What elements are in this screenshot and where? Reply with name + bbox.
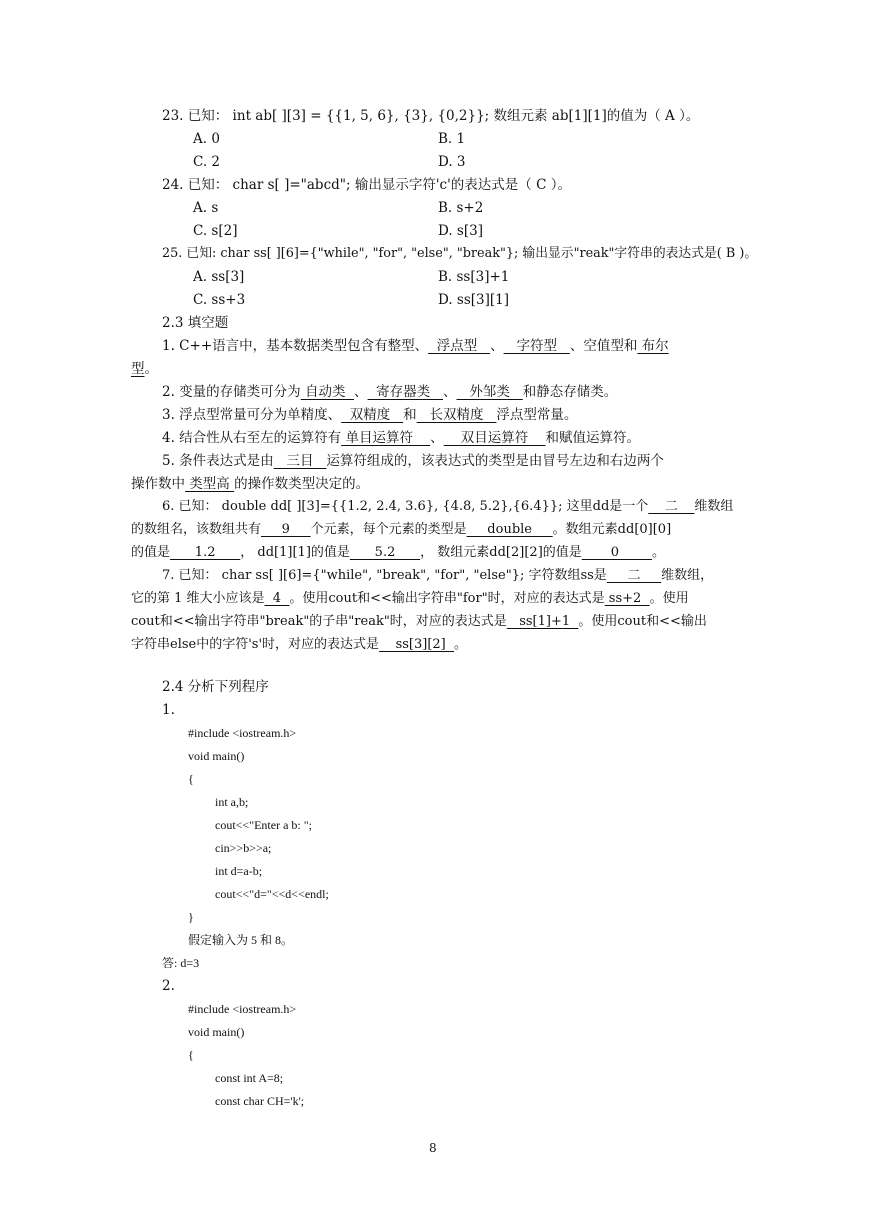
fill-6-text: 的数组名，该数组共有: [131, 522, 262, 537]
fill-7-line-3: [131, 614, 707, 630]
program-1-assumption: 假定输入为 5 和 8。: [188, 933, 294, 947]
fill-1-text: 。: [144, 361, 158, 377]
fill-6-text: 。: [652, 545, 666, 560]
fill-6-blank-4: 1.2: [170, 545, 241, 560]
fill-6-text: 个元素，每个元素的类型是: [310, 522, 467, 537]
fill-6-line-2: [131, 522, 671, 538]
code-line: void main(): [188, 1025, 245, 1039]
fill-5-text: 5. 条件表达式是由: [162, 453, 274, 469]
q25-option-a: A. ss[3]: [193, 269, 245, 285]
fill-1-text: 、空值型和: [569, 338, 638, 354]
fill-5-text: 的操作数类型决定的。: [234, 476, 370, 492]
fill-4-blank-2: 双目运算符: [443, 430, 546, 446]
q25-option-b: B. ss[3]+1: [438, 269, 510, 285]
fill-5-line-1: [162, 453, 664, 469]
section-heading-fill-in: 2.3 填空题: [162, 315, 229, 331]
fill-2-text: 、: [443, 384, 457, 400]
fill-7-text: cout和<<输出字符串"break"的子串"reak"时，对应的表达式是: [131, 614, 507, 629]
fill-6-text: 。数组元素dd[0][0]: [552, 522, 672, 537]
fill-6-text: ， 数组元素dd[2][2]的值是: [420, 545, 582, 560]
code-line: #include <iostream.h>: [188, 1002, 297, 1016]
code-line: int d=a-b;: [215, 864, 263, 878]
q24-option-b: B. s+2: [438, 200, 484, 216]
code-line: cin>>b>>a;: [215, 841, 272, 855]
fill-6-line-1: [162, 499, 733, 515]
fill-3-blank-1: 双精度: [341, 407, 404, 423]
fill-7-line-2: [131, 591, 689, 607]
fill-2-blank-1: 自动类: [300, 384, 355, 400]
code-line: }: [188, 910, 194, 924]
fill-1-blank-3: 布尔: [637, 338, 669, 354]
q23-option-d: D. 3: [438, 154, 466, 170]
program-1-answer: 答: d=3: [162, 956, 200, 970]
q24-stem: 24. 已知： char s[ ]="abcd"; 输出显示字符'c'的表达式是（ C ）。: [162, 177, 571, 193]
fill-7-text: 它的第 1 维大小应该是: [131, 591, 265, 606]
fill-6-blank-1: 二: [648, 499, 695, 514]
fill-2-text: 2. 变量的存储类可分为: [162, 384, 301, 400]
fill-7-text: 维数组，: [661, 568, 714, 583]
fill-7-text: 。使用cout和<<输出: [578, 614, 707, 629]
fill-1-line-1: [162, 338, 669, 354]
fill-6-blank-2: 9: [261, 522, 311, 537]
fill-4-text: 、: [430, 430, 444, 446]
q25-option-d: D. ss[3][1]: [438, 292, 510, 308]
fill-2-blank-3: 外邹类: [456, 384, 523, 400]
fill-7-blank-1: 二: [606, 568, 662, 583]
fill-3-blank-2: 长双精度: [416, 407, 497, 423]
q23-option-a: A. 0: [193, 131, 220, 147]
fill-7-blank-5: ss[3][2]: [379, 637, 455, 652]
section-heading-analyze: 2.4 分析下列程序: [162, 679, 269, 695]
fill-4-text: 和赋值运算符。: [545, 430, 640, 446]
fill-6-text: 6. 已知： double dd[ ][3]={{1.2, 2.4, 3.6}, {4.8, 5.2},{6.4}}; 这里dd是一个: [162, 499, 649, 514]
q23-option-b: B. 1: [438, 131, 466, 147]
q25-stem: 25. 已知: char ss[ ][6]={"while", "for", "else", "break"}; 输出显示"reak"字符串的表达式是( B )。: [162, 246, 758, 261]
fill-2-line: [162, 384, 617, 400]
fill-5-blank-2: 类型高: [185, 476, 235, 492]
fill-7-blank-3: ss+2: [604, 591, 650, 606]
fill-6-text: ， dd[1][1]的值是: [240, 545, 350, 560]
fill-3-line: [162, 407, 577, 423]
fill-3-text: 和: [403, 407, 417, 423]
fill-2-text: 、: [354, 384, 368, 400]
fill-7-text: 字符串else中的字符's'时，对应的表达式是: [131, 637, 380, 652]
fill-7-line-1: [162, 568, 713, 584]
code-line: const int A=8;: [215, 1071, 284, 1085]
program-2-number: 2.: [162, 978, 175, 994]
fill-7-line-4: [131, 637, 467, 653]
program-1-number: 1.: [162, 702, 175, 718]
fill-3-text: 3. 浮点型常量可分为单精度、: [162, 407, 342, 423]
fill-6-line-3: [131, 545, 665, 561]
fill-1-blank-2: 字符型: [503, 338, 570, 354]
q23-option-c: C. 2: [193, 154, 221, 170]
fill-2-text: 和静态存储类。: [522, 384, 618, 400]
fill-1-blank-3-cont: 型: [131, 361, 145, 377]
q24-option-c: C. s[2]: [193, 223, 238, 239]
q24-option-a: A. s: [193, 200, 219, 216]
fill-5-text: 运算符组成的，该表达式的类型是由冒号左边和右边两个: [326, 453, 664, 469]
fill-6-blank-3: double: [466, 522, 553, 537]
code-line: cout<<"Enter a b: ";: [215, 818, 312, 832]
fill-7-text: 。使用cout和<<输出字符串"for"时，对应的表达式是: [289, 591, 605, 606]
fill-1-blank-1: 浮点型: [428, 338, 491, 354]
fill-1-text: 1. C++语言中，基本数据类型包含有整型、: [162, 338, 429, 354]
fill-5-text: 操作数中: [131, 476, 185, 492]
fill-3-text: 浮点型常量。: [496, 407, 578, 423]
fill-7-text: 7. 已知： char ss[ ][6]={"while", "break", "for", "else"}; 字符数组ss是: [162, 568, 607, 583]
q24-option-d: D. s[3]: [438, 223, 483, 239]
fill-7-text: 。使用: [649, 591, 689, 606]
fill-4-text: 4. 结合性从右至左的运算符有: [162, 430, 342, 446]
fill-7-blank-4: ss[1]+1: [506, 614, 579, 629]
fill-4-line: [162, 430, 640, 446]
code-line: {: [188, 1048, 194, 1062]
fill-7-blank-2: 4: [264, 591, 290, 606]
q23-stem: 23. 已知： int ab[ ][3] = {{1, 5, 6}, {3}, {0,2}}; 数组元素 ab[1][1]的值为（ A ）。: [162, 108, 700, 124]
fill-2-blank-2: 寄存器类: [367, 384, 444, 400]
code-line: const char CH='k';: [215, 1094, 305, 1108]
code-line: #include <iostream.h>: [188, 726, 297, 740]
fill-6-text: 维数组: [694, 499, 734, 514]
fill-1-line-2: [131, 361, 158, 377]
fill-1-text: 、: [490, 338, 504, 354]
q25-option-c: C. ss+3: [193, 292, 246, 308]
fill-6-blank-6: 0: [581, 545, 653, 560]
code-line: int a,b;: [215, 795, 249, 809]
page-number: 8: [429, 1141, 437, 1155]
code-line: cout<<"d="<<d<<endl;: [215, 887, 329, 901]
fill-6-text: 的值是: [131, 545, 171, 560]
fill-7-text: 。: [454, 637, 468, 652]
fill-5-blank-1: 三目: [273, 453, 327, 469]
fill-6-blank-5: 5.2: [349, 545, 421, 560]
fill-5-line-2: [131, 476, 369, 492]
code-line: {: [188, 772, 194, 786]
fill-4-blank-1: 单目运算符: [341, 430, 431, 446]
code-line: void main(): [188, 749, 245, 763]
